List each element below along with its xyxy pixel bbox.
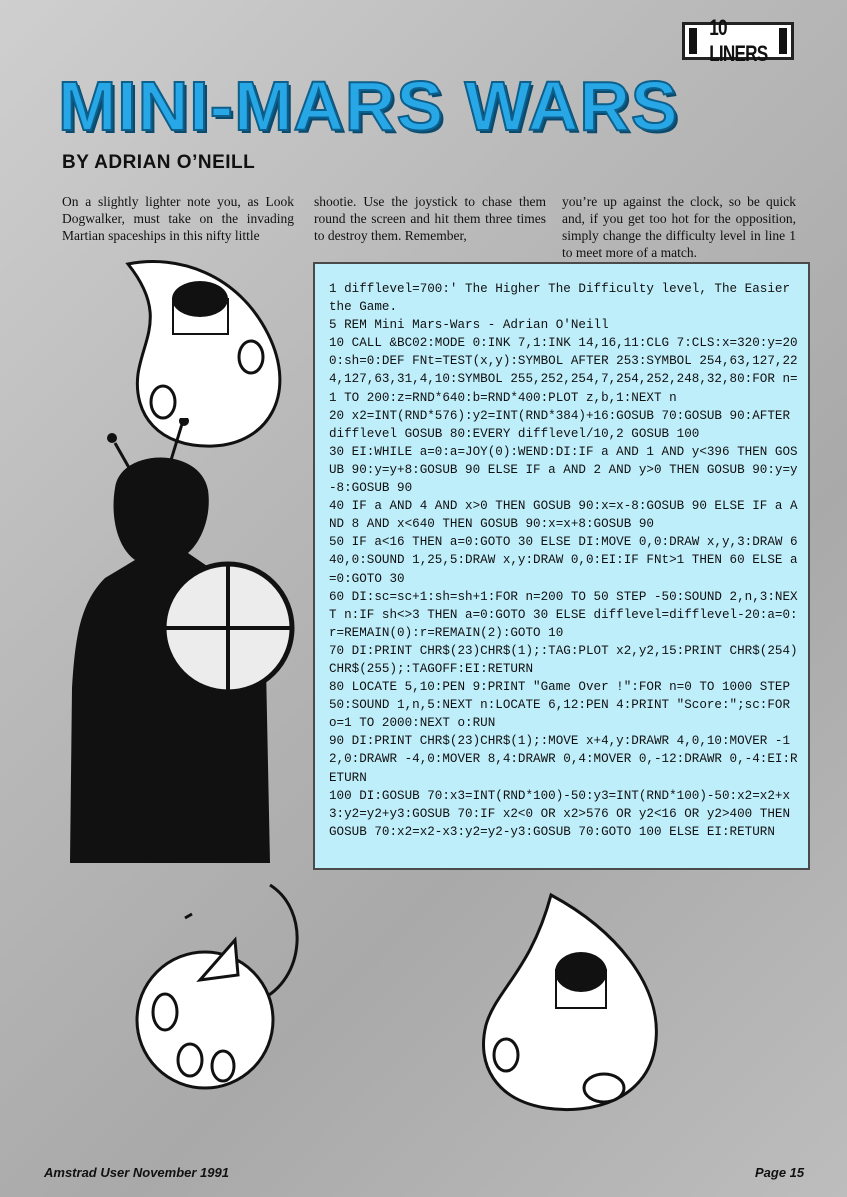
intro-column-1: On a slightly lighter note you, as Look Dogwalker, must take on the invading Martian spaceships in this nifty little bbox=[62, 194, 294, 243]
listing-line: 50 IF a<16 THEN a=0:GOTO 30 ELSE DI:MOVE 0,0:DRAW x,y,3:DRAW 640,0:SOUND 1,25,5:DRAW x,y:DRAW 0,0:EI:IF FNt>1 THEN 60 ELSE a=0:GOTO 30 bbox=[329, 535, 798, 586]
listing-line: 70 DI:PRINT CHR$(23)CHR$(1);:TAG:PLOT x2,y2,15:PRINT CHR$(254)CHR$(255);:TAGOFF:EI:RETURN bbox=[329, 643, 798, 676]
listing-line: 20 x2=INT(RND*576):y2=INT(RND*384)+16:GOSUB 70:GOSUB 90:AFTER difflevel GOSUB 80:EVERY difflevel/10,2 GOSUB 100 bbox=[329, 408, 798, 441]
article-title: MINI-MARS WARS bbox=[58, 67, 679, 145]
martian-ship-illustration-bottom-left bbox=[130, 880, 315, 1090]
basic-program-listing bbox=[313, 262, 810, 870]
intro-column-2: shootie. Use the joystick to chase them round the screen and hit them three times to destroy them. Remember, bbox=[314, 194, 546, 243]
intro-column-3: you’re up against the clock, so be quick and, if you get too hot for the opposition, simply change the difficulty level in line 1 to meet more of a match. bbox=[562, 194, 796, 260]
section-tag bbox=[682, 15, 794, 66]
footer-publication: Amstrad User November 1991 bbox=[44, 1165, 229, 1180]
byline: BY ADRIAN O’NEILL bbox=[62, 152, 256, 173]
dogwalker-silhouette-illustration bbox=[60, 418, 310, 863]
listing-line: 5 REM Mini Mars-Wars - Adrian O'Neill bbox=[329, 318, 609, 333]
listing-line: 10 CALL &BC02:MODE 0:INK 7,1:INK 14,16,11:CLG 7:CLS:x=320:y=200:sh=0:DEF FNt=TEST(x,y):SYMBOL AFTER 253:SYMBOL 254,63,127,224,127,63,31,4,10:SYMBOL 255,252,254,7,254,252,248,32,80:FOR n=1 TO 200:z=RND*640:b=RND*400:PLOT z,b,1:NEXT n bbox=[329, 336, 798, 405]
listing-line: 60 DI:sc=sc+1:sh=sh+1:FOR n=200 TO 50 STEP -50:SOUND 2,n,3:NEXT n:IF sh<>3 THEN a=0:GOTO 30 ELSE difflevel=difflevel-20:a=0:r=REMAIN(0):r=REMAIN(2):GOTO 10 bbox=[329, 589, 798, 640]
tag-block-left bbox=[689, 28, 697, 54]
listing-line: 1 difflevel=700:' The Higher The Difficulty level, The Easier the Game. bbox=[329, 282, 798, 315]
listing-line: 40 IF a AND 4 AND x>0 THEN GOSUB 90:x=x-8:GOSUB 90 ELSE IF a AND 8 AND x<640 THEN GOSUB 90:x=x+8:GOSUB 90 bbox=[329, 499, 798, 532]
listing-line: 80 LOCATE 5,10:PEN 9:PRINT "Game Over !":FOR n=0 TO 1000 STEP 50:SOUND 1,n,5:NEXT n:LOCATE 6,12:PEN 4:PRINT "Score:";sc:FOR o=1 TO 2000:NEXT o:RUN bbox=[329, 680, 798, 731]
footer-page-number: Page 15 bbox=[755, 1165, 805, 1180]
tag-block-right bbox=[779, 28, 787, 54]
listing-line: 30 EI:WHILE a=0:a=JOY(0):WEND:DI:IF a AND 1 AND y<396 THEN GOSUB 90:y=y+8:GOSUB 90 ELSE IF a AND 2 AND y>0 THEN GOSUB 90:y=y-8:GOSUB 90 bbox=[329, 444, 798, 496]
martian-ship-illustration-bottom-right bbox=[476, 890, 666, 1120]
listing-line: 90 DI:PRINT CHR$(23)CHR$(1);:MOVE x+4,y:DRAWR 4,0,10:MOVER -12,0:DRAWR -4,0:MOVER 8,4:DRAWR 0,4:MOVER 0,-12:DRAWR 0,-4:EI:RETURN bbox=[329, 734, 798, 785]
section-tag-label: 10 LINERS bbox=[708, 15, 768, 66]
listing-line: 100 DI:GOSUB 70:x3=INT(RND*100)-50:y3=INT(RND*100)-50:x2=x2+x3:y2=y2+y3:GOSUB 70:IF x2<0 OR x2>576 OR y2<16 OR y2>400 THEN GOSUB 70:x2=x2-x3:y2=y2-y3:GOSUB 70:GOTO 100 ELSE EI:RETURN bbox=[329, 788, 798, 839]
